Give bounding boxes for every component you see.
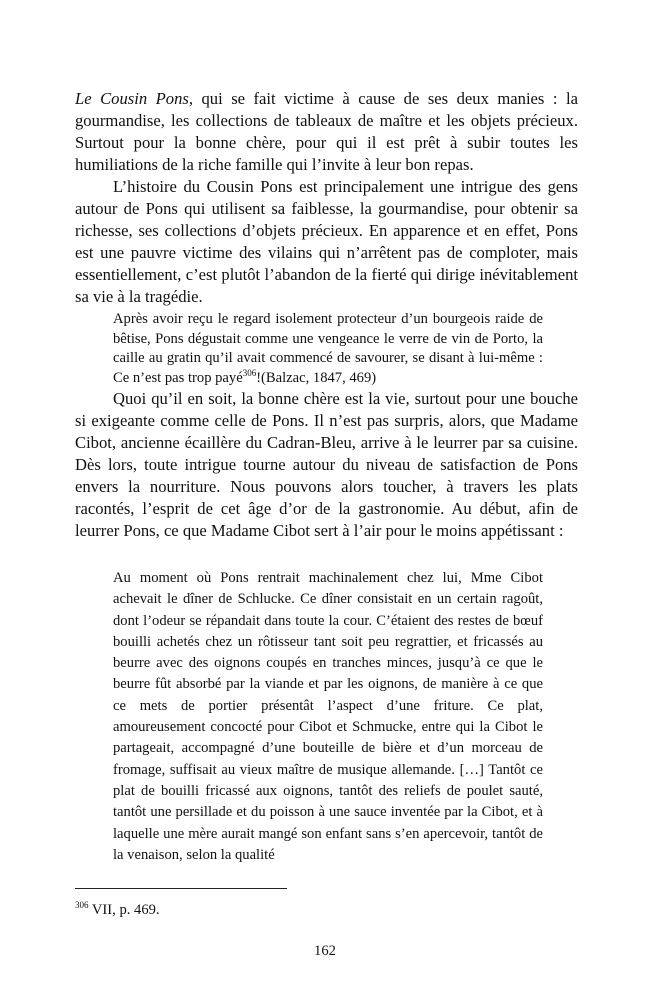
page-number: 162 bbox=[314, 943, 336, 959]
page-body bbox=[75, 88, 578, 866]
paragraph-intro bbox=[75, 88, 578, 176]
block-quote-citation: !(Balzac, 1847, 469) bbox=[256, 369, 377, 386]
book-title: Le Cousin Pons bbox=[75, 89, 189, 108]
block-quote-porto-text: Après avoir reçu le regard isolement protecteur d’un bourgeois raide de bêtise, Pons dégustait comme une vengeance le verre de vin de Porto, la caille au gratin qu’il avait commencé de savourer, se disant à lui-même : Ce n’est pas trop payé bbox=[113, 311, 543, 386]
footnote-number: 306 bbox=[75, 900, 89, 910]
block-quote-porto bbox=[113, 310, 543, 388]
footnote-text: VII, p. 469. bbox=[88, 902, 160, 918]
footnote bbox=[75, 901, 160, 919]
footnote-divider bbox=[75, 888, 287, 889]
paragraph-intro-text: , qui se fait victime à cause de ses deux manies : la gourmandise, les collections de tableaux de maître et les objets précieux. Surtout pour la bonne chère, pour qui il est prêt à subir toutes les humiliations de la riche famille qui l’invite à leur bon repas. bbox=[75, 89, 578, 174]
paragraph-intrigue: L’histoire du Cousin Pons est principalement une intrigue des gens autour de Pons qui utilisent sa faiblesse, la gourmandise, pour obtenir sa richesse, ses collections d’objets précieux. En apparence et en effet, Pons est une pauvre victime des vilains qui n’arrêtent pas de comploter, mais essentiellement, c’est plutôt l’abandon de la fierté qui dirige inévitablement sa vie à la tragédie. bbox=[75, 177, 578, 306]
block-quote-diner: Au moment où Pons rentrait machinalement chez lui, Mme Cibot achevait le dîner de Schlucke. Ce dîner consistait en un certain ragoût, dont l’odeur se répandait dans toute la cour. C’étaient des restes de bœuf bouilli achetés chez un rôtisseur tant soit peu regrattier, et fricassés au beurre avec des oignons coupés en tranches minces, jusqu’à ce que le beurre fût absorbé par la viande et par les oignons, de manière à ce que ce mets de portier présentât l’aspect d’une friture. Ce plat, amoureusement concocté pour Cibot et Schmucke, entre qui la Cibot le partageait, accompagné d’une bouteille de bière et d’un morceau de fromage, suffisait au vieux maître de musique allemande. […] Tantôt ce plat de bouilli fricassé aux oignons, tantôt des reliefs de poulet sauté, tantôt une persillade et du poisson à une sauce inventée par la Cibot, et à laquelle une mère aurait mangé son enfant sans s’en apercevoir, tantôt de la venaison, selon la qualité bbox=[113, 570, 543, 863]
paragraph-cibot: Quoi qu’il en soit, la bonne chère est la vie, surtout pour une bouche si exigeante comme celle de Pons. Il n’est pas surpris, alors, que Madame Cibot, ancienne écaillère du Cadran-Bleu, arrive à le leurrer par sa cuisine. Dès lors, toute intrigue tourne autour du niveau de satisfaction de Pons envers la nourriture. Nous pouvons alors toucher, à travers les plats racontés, l’esprit de cet âge d’or de la gastronomie. Au début, afin de leurrer Pons, ce que Madame Cibot sert à l’air pour le moins appétissant : bbox=[75, 389, 578, 540]
footnote-ref: 306 bbox=[242, 367, 257, 378]
